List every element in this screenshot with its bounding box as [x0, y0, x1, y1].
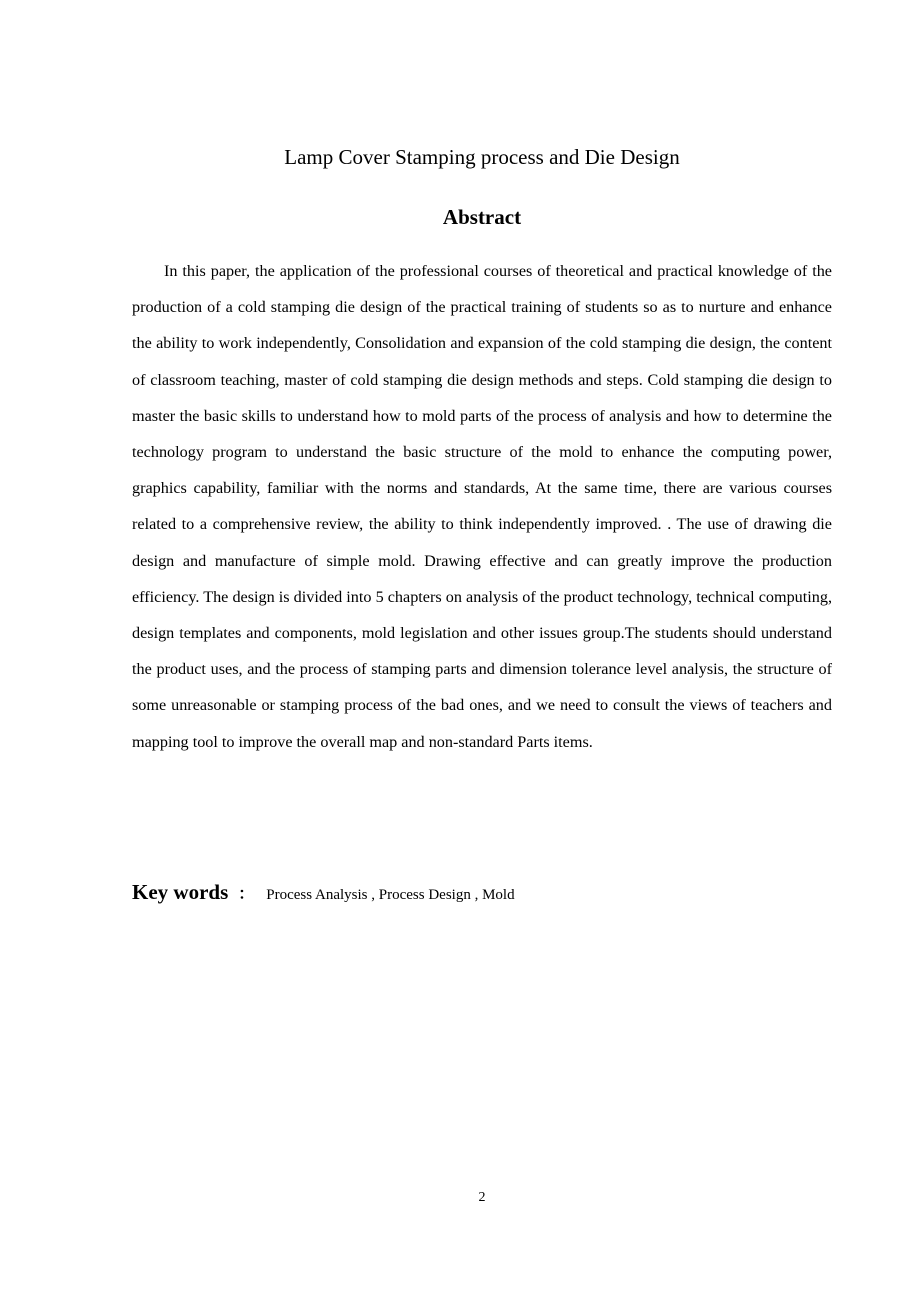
abstract-body: In this paper, the application of the professional courses of theoretical and practical knowledge of the production of a cold stamping die design of the practical training of students so as to nurture and enhance the ability to work independently, Consolidation and expansion of the cold stamping die design, the content of classroom teaching, master of cold stamping die design methods and steps. Cold stamping die design to master the basic skills to understand how to mold parts of the process of analysis and how to determine the technology program to understand the basic structure of the mold to enhance the computing power, graphics capability, familiar with the norms and standards, At the same time, there are various courses related to a comprehensive review, the ability to think independently improved. . The use of drawing die design and manufacture of simple mold. Drawing effective and can greatly improve the production efficiency. The design is divided into 5 chapters on analysis of the product technology, technical computing, design templates and components, mold legislation and other issues group.The students should understand the product uses, and the process of stamping parts and dimension tolerance level analysis, the structure of some unreasonable or stamping process of the bad ones, and we need to consult the views of teachers and mapping tool to improve the overall map and non-standard Parts items. — [132, 262, 832, 751]
paper-title: Lamp Cover Stamping process and Die Design — [284, 145, 680, 169]
keywords-line — [132, 875, 832, 912]
keywords-label: Key words — [132, 880, 229, 904]
keywords-colon: ： — [238, 886, 255, 903]
keywords-values: Process Analysis , Process Design , Mold — [266, 887, 515, 903]
abstract-heading: Abstract — [442, 205, 522, 229]
page-number: 2 — [478, 1190, 486, 1205]
